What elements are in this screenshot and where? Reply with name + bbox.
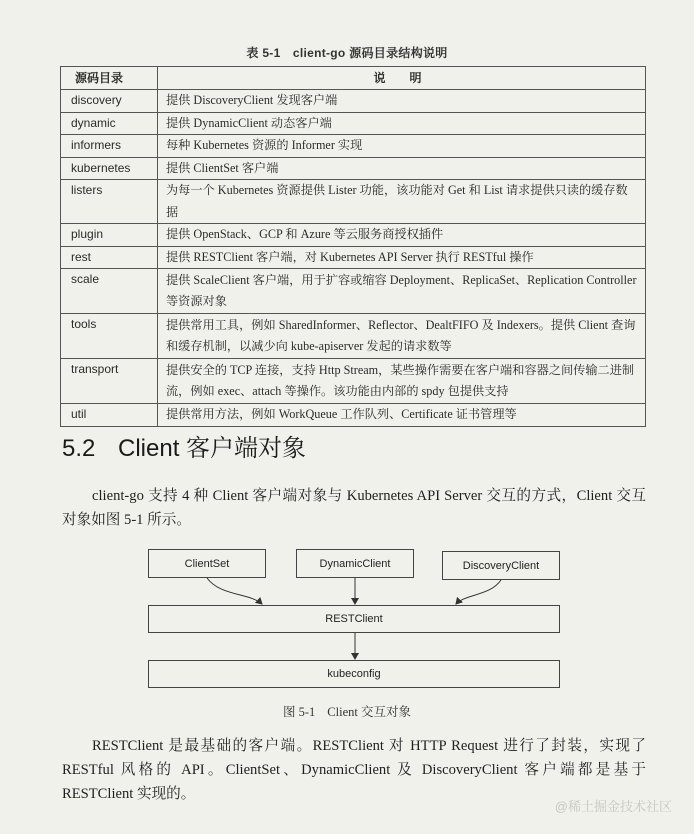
table-row <box>61 314 646 359</box>
table-row <box>61 180 646 224</box>
row-dir: scale <box>61 269 158 314</box>
row-dir: listers <box>61 180 158 224</box>
row-dir: plugin <box>61 224 158 247</box>
row-dir: informers <box>61 135 158 158</box>
paragraph-intro-text: client-go 支持 4 种 Client 客户端对象与 Kubernetes API Server 交互的方式，Client 交互对象如图 5-1 所示。 <box>62 488 646 528</box>
row-desc: 为每一个 Kubernetes 资源提供 Lister 功能，该功能对 Get 和 List 请求提供只读的缓存数据 <box>158 180 646 224</box>
kubeconfig-box: kubeconfig <box>148 660 560 688</box>
table-header-row <box>61 67 646 90</box>
table-caption: 表 5-1 client-go 源码目录结构说明 <box>246 46 448 60</box>
arrow-clientset-to-rest <box>207 578 262 604</box>
figure-caption-text: Client 交互对象 <box>327 705 411 719</box>
row-desc: 提供 ClientSet 客户端 <box>158 157 646 180</box>
row-desc: 提供安全的 TCP 连接，支持 Http Stream，某些操作需要在客户端和容器之间传输二进制流，例如 exec、attach 等操作。该功能由内部的 spdy 包提供支持 <box>158 359 646 404</box>
table-row <box>61 404 646 427</box>
row-dir: tools <box>61 314 158 359</box>
table-row <box>61 269 646 314</box>
source-directory-table <box>60 66 646 427</box>
row-desc: 提供 OpenStack、GCP 和 Azure 等云服务商授权插件 <box>158 224 646 247</box>
dynamic-client-box: DynamicClient <box>296 549 414 578</box>
row-desc: 提供 DynamicClient 动态客户端 <box>158 112 646 135</box>
table-row <box>61 246 646 269</box>
row-desc: 每种 Kubernetes 资源的 Informer 实现 <box>158 135 646 158</box>
row-desc: 提供 DiscoveryClient 发现客户端 <box>158 90 646 113</box>
paragraph-restclient-text: RESTClient 是最基础的客户端。RESTClient 对 HTTP Request 进行了封装，实现了 RESTful 风格的 API。ClientSet、DynamicClient 及 DiscoveryClient 客户端都是基于 RESTClient 实现的。 <box>62 738 646 802</box>
table-row <box>61 359 646 404</box>
figure-caption <box>0 702 694 720</box>
row-dir: rest <box>61 246 158 269</box>
discovery-client-box: DiscoveryClient <box>442 551 560 580</box>
row-dir: kubernetes <box>61 157 158 180</box>
figure-number: 图 5-1 <box>283 705 316 719</box>
row-dir: dynamic <box>61 112 158 135</box>
table-row <box>61 157 646 180</box>
paragraph-intro <box>62 484 646 532</box>
row-desc: 提供常用方法，例如 WorkQueue 工作队列、Certificate 证书管理等 <box>158 404 646 427</box>
arrow-discovery-to-rest <box>456 580 501 604</box>
rest-client-box: RESTClient <box>148 605 560 633</box>
row-dir: transport <box>61 359 158 404</box>
header-description: 说明 <box>158 67 646 90</box>
section-heading <box>62 428 306 463</box>
row-dir: util <box>61 404 158 427</box>
row-desc: 提供 RESTClient 客户端，对 Kubernetes API Server 执行 RESTful 操作 <box>158 246 646 269</box>
table-row <box>61 90 646 113</box>
table-row <box>61 112 646 135</box>
row-desc: 提供 ScaleClient 客户端，用于扩容或缩容 Deployment、ReplicaSet、Replication Controller 等资源对象 <box>158 269 646 314</box>
section-title: Client 客户端对象 <box>118 435 307 462</box>
table-row <box>61 135 646 158</box>
watermark: @稀土掘金技术社区 <box>554 799 672 814</box>
section-number: 5.2 <box>62 435 96 462</box>
table-row <box>61 224 646 247</box>
row-dir: discovery <box>61 90 158 113</box>
row-desc: 提供常用工具，例如 SharedInformer、Reflector、DealtFIFO 及 Indexers。提供 Client 查询和缓存机制，以减少向 kube-apiserver 发起的请求数等 <box>158 314 646 359</box>
clientset-box: ClientSet <box>148 549 266 578</box>
header-source-dir: 源码目录 <box>61 67 158 90</box>
